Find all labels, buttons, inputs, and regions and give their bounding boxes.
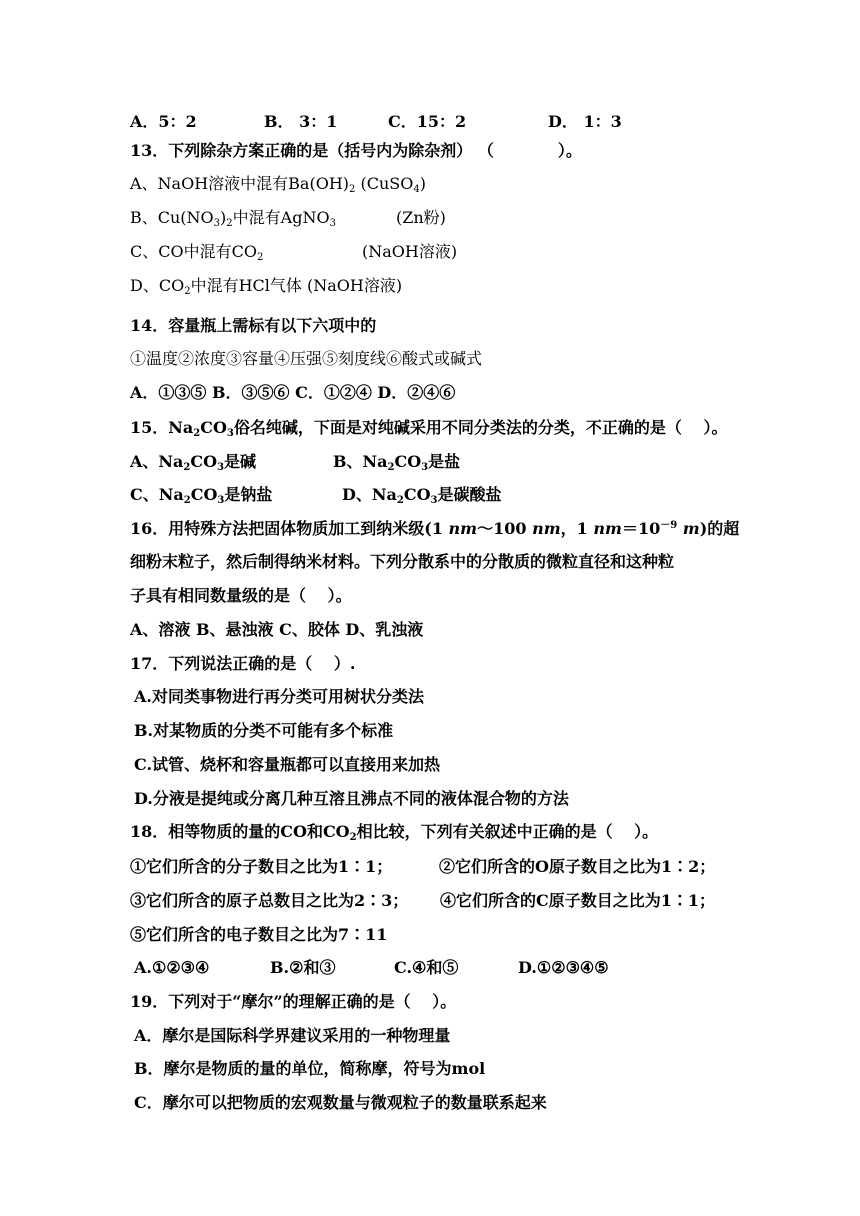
q13-stem: [130, 141, 582, 161]
q16-options: A、溶液 B、悬浊液 C、胶体 D、乳浊液: [130, 620, 424, 639]
q18-option-a: A.①②③④: [134, 958, 210, 977]
q12-option-a: A．5：2: [130, 112, 197, 131]
q14-items: ①温度②浓度③容量④压强⑤刻度线⑥酸式或碱式: [130, 349, 483, 368]
q18-stem: 18．相等物质的量的CO和$CO_2$相比较，下列有关叙述中正确的是（ ）。: [130, 822, 659, 843]
q16-line1: 16．用特殊方法把固体物质加工到纳米级(1 nm～100 nm，1 $nm=10^{-9}$ m)的超: [130, 519, 740, 538]
q18-statement-4: ④它们所含的C原子数目之比为1∶1；: [440, 891, 716, 910]
q18-statement-3: ③它们所含的原子总数目之比为2∶3；: [130, 891, 409, 910]
q12-option-c: C．15：2: [388, 112, 467, 131]
q19-stem: 19．下列对于“摩尔”的理解正确的是（ ）。: [130, 992, 457, 1011]
q15-option-b: B、$Na_2CO_3$是盐: [333, 452, 461, 473]
q13-option-b-agent: (Zn粉): [396, 208, 446, 227]
q17-option-a: A.对同类事物进行再分类可用树状分类法: [134, 687, 424, 706]
q19-option-c: C．摩尔可以把物质的宏观数量与微观粒子的数量联系起来: [134, 1093, 547, 1112]
q17-option-d: D.分液是提纯或分离几种互溶且沸点不同的液体混合物的方法: [134, 789, 569, 808]
q13-option-c: C、CO中混有$CO_2$ (NaOH溶液): [130, 242, 458, 263]
q17-stem: 17．下列说法正确的是（ ）.: [130, 654, 356, 673]
q18-statement-1: ①它们所含的分子数目之比为1∶1；: [130, 857, 393, 876]
q13-option-b: B、$Cu(NO_3)_2$中混有AgNO$_3$ (Zn粉): [130, 208, 446, 229]
q18-option-b: B.②和③: [270, 958, 336, 977]
q15-option-c: C、$Na_2CO_3$是钠盐: [130, 485, 273, 506]
q15-stem: 15．$Na_2CO_3$俗名纯碱，下面是对纯碱采用不同分类法的分类，不正确的是（ ）。: [130, 418, 728, 439]
q13-option-a: A、NaOH溶液中混有$Ba(OH)_2$ (CuSO$_4$): [130, 174, 426, 195]
q17-option-c: C.试管、烧杯和容量瓶都可以直接用来加热: [134, 755, 441, 774]
q18-option-d: D.①②③④⑤: [518, 958, 609, 977]
q19-option-a: A．摩尔是国际科学界建议采用的一种物理量: [134, 1026, 451, 1045]
q14-options: A．①③⑤ B．③⑤⑥ C．①②④ D．②④⑥: [130, 383, 456, 402]
q15-option-a: A、$Na_2CO_3$是碱: [130, 452, 257, 473]
q15-option-d: D、$Na_2CO_3$是碳酸盐: [342, 485, 502, 506]
q12-option-b: B． 3：1: [264, 112, 338, 131]
q12-option-d: D． 1：3: [548, 112, 622, 131]
q18-statement-2: ②它们所含的O原子数目之比为1∶2；: [439, 857, 716, 876]
q13-option-d: D、$CO_2$中混有HCl气体 (NaOH溶液): [130, 276, 403, 297]
q18-option-c: C.④和⑤: [394, 958, 459, 977]
q19-option-b: B．摩尔是物质的量的单位，简称摩，符号为mol: [134, 1059, 486, 1078]
q13-option-c-agent: (NaOH溶液): [362, 242, 458, 261]
q16-line2: 细粉末粒子，然后制得纳米材料。下列分散系中的分散质的微粒直径和这种粒: [130, 552, 675, 571]
q16-line3: 子具有相同数量级的是（ ）。: [130, 586, 352, 605]
q17-option-b: B.对某物质的分类不可能有多个标准: [134, 721, 394, 740]
q14-stem: 14．容量瓶上需标有以下六项中的: [130, 316, 377, 335]
q13-stem-text: 13．下列除杂方案正确的是（括号内为除杂剂） （ ）。: [130, 141, 582, 160]
q18-statement-5: ⑤它们所含的电子数目之比为7∶11: [130, 925, 388, 944]
